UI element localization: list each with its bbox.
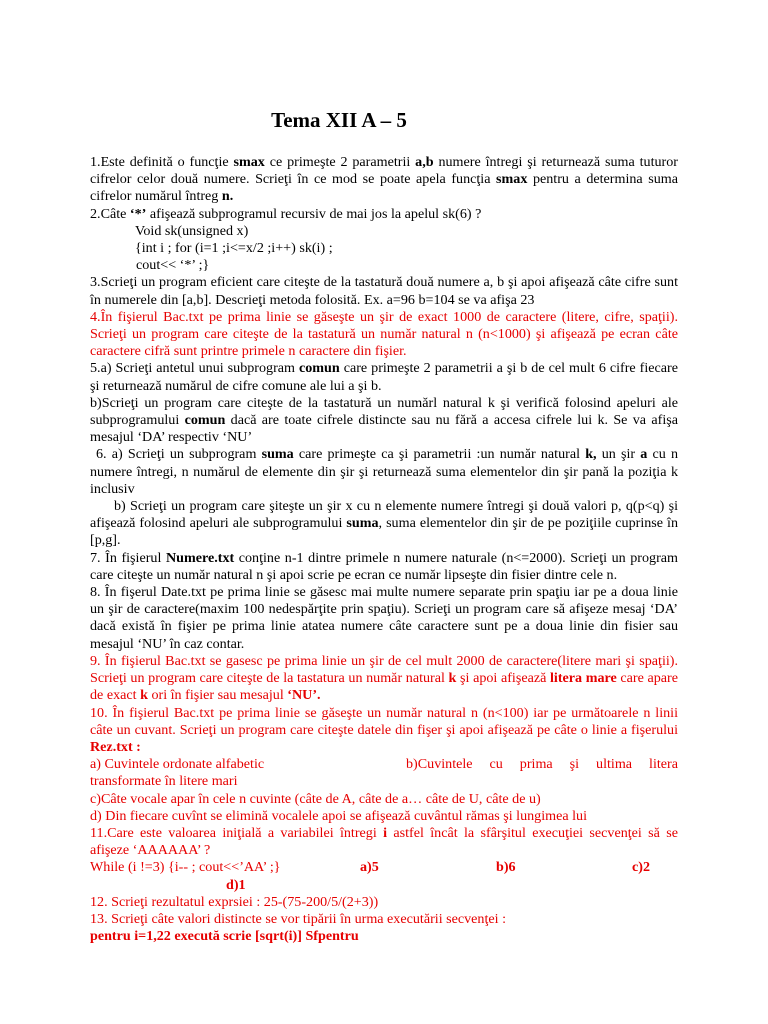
question-3: 3.Scrieţi un program eficient care citeşte de la tastatură două numere a, b şi apoi afişează câte cifre sunt în numerele din [a,b]. Descrieţi metoda folosită. Ex. a=96 b=104 se va afişa 23	[90, 274, 678, 308]
question-11-option-d: d)1	[226, 876, 246, 893]
question-13-code: pentru i=1,22 execută scrie [sqrt(i)] Sfpentru	[90, 928, 359, 945]
question-6a: 6. a) Scrieţi un subprogram suma care primeşte ca şi parametrii :un număr natural k, un şir a cu n numere întregi, n numărul de elemente din şir şi returnează suma elementelor din şir pană la poziţia k inclusiv	[90, 446, 678, 497]
question-2: 2.Câte ‘*’ afişează subprogramul recursiv de mai jos la apelul sk(6) ?	[90, 205, 482, 222]
code-line: {int i ; for (i=1 ;i<=x/2 ;i++) sk(i) ;	[135, 240, 333, 257]
document-body	[90, 154, 678, 945]
question-10-option-b-cont: transformate în litere mari	[90, 773, 238, 790]
question-7: 7. În fişierul Numere.txt conţine n-1 dintre primele n numere naturale (n<=2000). Scrieţi un program care citeşte un număr natural n şi apoi scrie pe ecran ce număr lipseşte din fisier dintre cele n.	[90, 549, 679, 583]
question-10-option-c: c)Câte vocale apar în cele n cuvinte (câte de A, câte de a… câte de U, câte de u)	[90, 790, 541, 807]
question-9: 9. În fişierul Bac.txt se gasesc pe prima linie un şir de cel mult 2000 de caractere(litere mari şi spaţii). Scrieţi un program care citeşte de la tastatura un număr natural k şi apoi afişează litera mare care apare de exact k ori în fişier sau mesajul ‘NU’.	[90, 652, 678, 704]
question-10-option-d: d) Din fiecare cuvînt se elimină vocalele apoi se afişează cuvântul rămas şi lungimea lui	[90, 807, 587, 824]
document-title: Tema XII A – 5	[271, 108, 407, 132]
question-8: 8. În fişerul Date.txt pe prima linie se găsesc mai multe numere separate prin spaţiu iar pe a doua linie un şir de caractere(maxim 100 nedespărţite prin spaţiu). Scrieţi un program care să afişeze mesaj ‘DA’ dacă există în fişier pe prima linie atatea numere câte caractere sunt pe a doua linie din fisier sau mesajul ‘NU’ în caz contar.	[90, 584, 678, 652]
question-11-options: While (i !=3) {i-- ; cout<<’AA’ ;} a)5 b)6 c)2	[90, 859, 650, 876]
question-4: 4.În fişierul Bac.txt pe prima linie se găseşte un şir de exact 1000 de caractere (litere, cifre, spaţii). Scrieţi un program care citeşte de la tastatură un număr natural n (n<1000) şi afişează pe ecran câte caractere cifră sunt printre primele n caractere din fişier.	[90, 308, 678, 360]
code-line: cout<< ‘*’ ;}	[136, 257, 210, 274]
question-10-options-ab: a) Cuvintele ordonate alfabetic b)Cuvintele cu prima şi ultima litera	[90, 756, 678, 773]
question-13: 13. Scrieţi câte valori distincte se vor tipării în urma executării secvenţei :	[90, 910, 507, 927]
code-line: Void sk(unsigned x)	[135, 222, 249, 239]
question-1: 1.Este definită o funcţie smax ce primeşte 2 parametrii a,b numere întregi şi returnează suma tuturor cifrelor celor două numere. Scrieţi în ce mod se poate apela funcţia smax pentru a determina suma cifrelor numărul întreg n.	[90, 154, 678, 205]
question-11: 11.Care este valoarea iniţială a variabilei întregi i astfel încât la sfârşitul execuţiei secvenţei să se afişeze ‘AAAAAA’ ?	[90, 824, 678, 859]
question-5a: 5.a) Scrieţi antetul unui subprogram comun care primeşte 2 parametrii a şi b de cel mult 6 cifre fiecare şi returnează numărul de cifre comune ale lui a şi b.	[90, 360, 678, 394]
question-5b: b)Scrieţi un program care citeşte de la tastatură un numărl natural k şi verifică folosind apeluri ale subprogramului comun dacă are toate cifrele distincte sau nu fără a accesa cifrele lui k. Se va afişa mesajul ‘DA’ respectiv ‘NU’	[90, 394, 679, 446]
question-10: 10. În fişierul Bac.txt pe prima linie se găseşte un număr natural n (n<100) iar pe următoarele n linii câte un cuvant. Scrieţi un program care citeşte datele din fişer şi apoi afişează pe câte o linie a fişerului Rez.txt :	[90, 704, 678, 755]
question-12: 12. Scrieţi rezultatul exprsiei : 25-(75-200/5/(2+3))	[90, 893, 379, 910]
question-6b: b) Scrieţi un program care şiteşte un şir x cu n elemente numere întregi şi două valori p, q(p<q) şi afişează folosind apeluri ale subprogramului suma, suma elementelor din şir de pe poziţiile cuprinse în [p,g].	[90, 498, 678, 549]
